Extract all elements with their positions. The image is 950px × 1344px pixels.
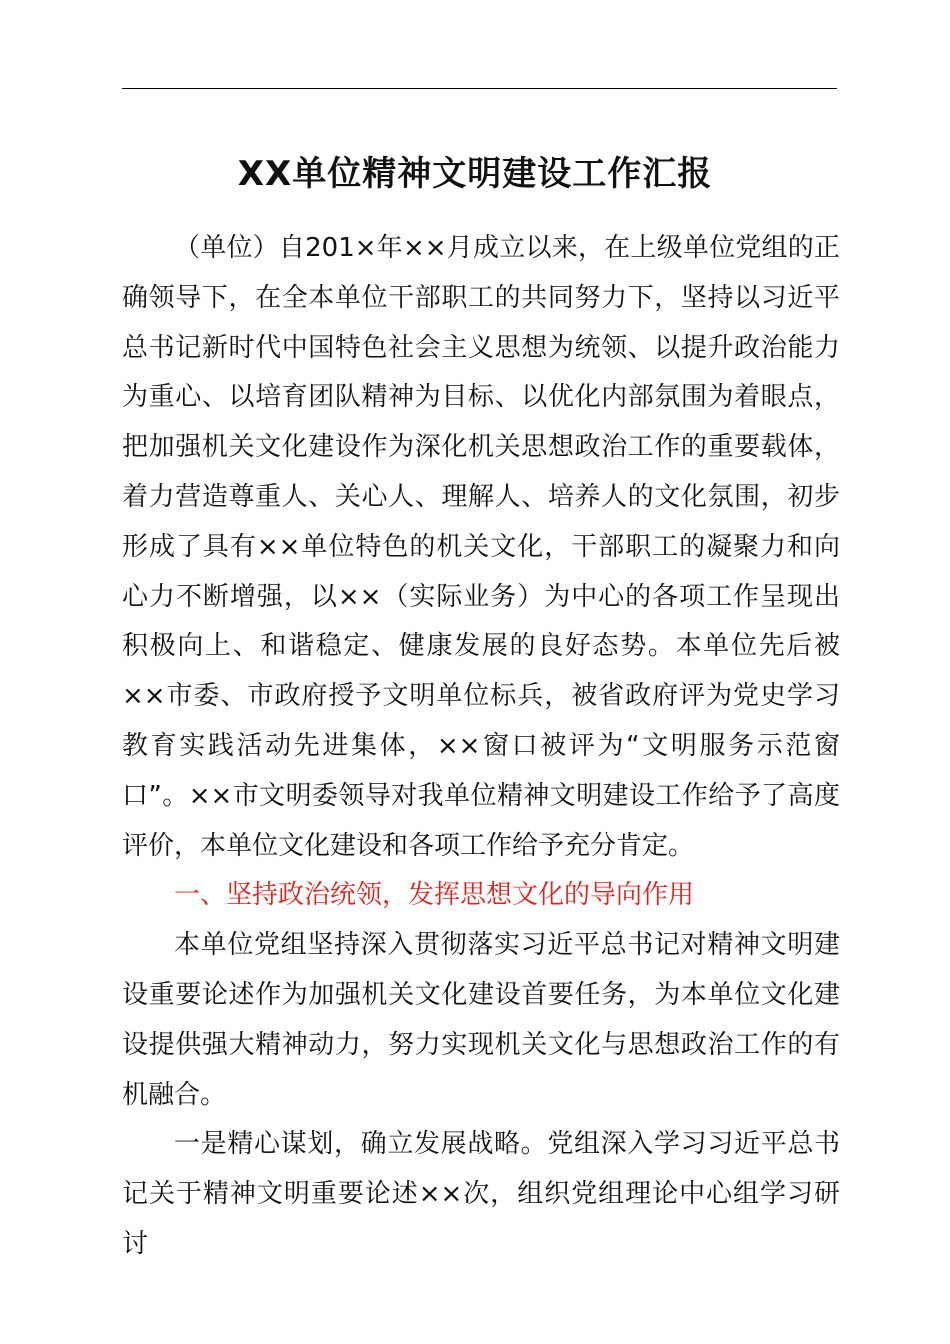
section-paragraph: 一是精心谋划，确立发展战略。党组深入学习习近平总书记关于精神文明重要论述××次，组织党组理论中心组学习研讨 [122,1129,840,1259]
document-title: XX单位精神文明建设工作汇报 [237,154,713,194]
document-body [122,224,840,1270]
header-rule [122,88,837,89]
section-heading: 一、坚持政治统领，发挥思想文化的导向作用 [174,880,695,911]
intro-paragraph: （单位）自201×年××月成立以来，在上级单位党组的正确领导下，在全本单位干部职工的共同努力下，坚持以习近平总书记新时代中国特色社会主义思想为统领、以提升政治能力为重心、以培育团队精神为目标、以优化内部氛围为着眼点，把加强机关文化建设作为深化机关思想政治工作的重要载体，着力营造尊重人、关心人、理解人、培养人的文化氛围，初步形成了具有××单位特色的机关文化，干部职工的凝聚力和向心力不断增强，以××（实际业务）为中心的各项工作呈现出积极向上、和谐稳定、健康发展的良好态势。本单位先后被××市委、市政府授予文明单位标兵，被省政府评为党史学习教育实践活动先进集体，××窗口被评为“文明服务示范窗口”。××市文明委领导对我单位精神文明建设工作给予了高度评价，本单位文化建设和各项工作给予充分肯定。 [122,233,840,861]
section-paragraph: 本单位党组坚持深入贯彻落实习近平总书记对精神文明建设重要论述作为加强机关文化建设首要任务，为本单位文化建设提供强大精神动力，努力实现机关文化与思想政治工作的有机融合。 [122,930,840,1110]
